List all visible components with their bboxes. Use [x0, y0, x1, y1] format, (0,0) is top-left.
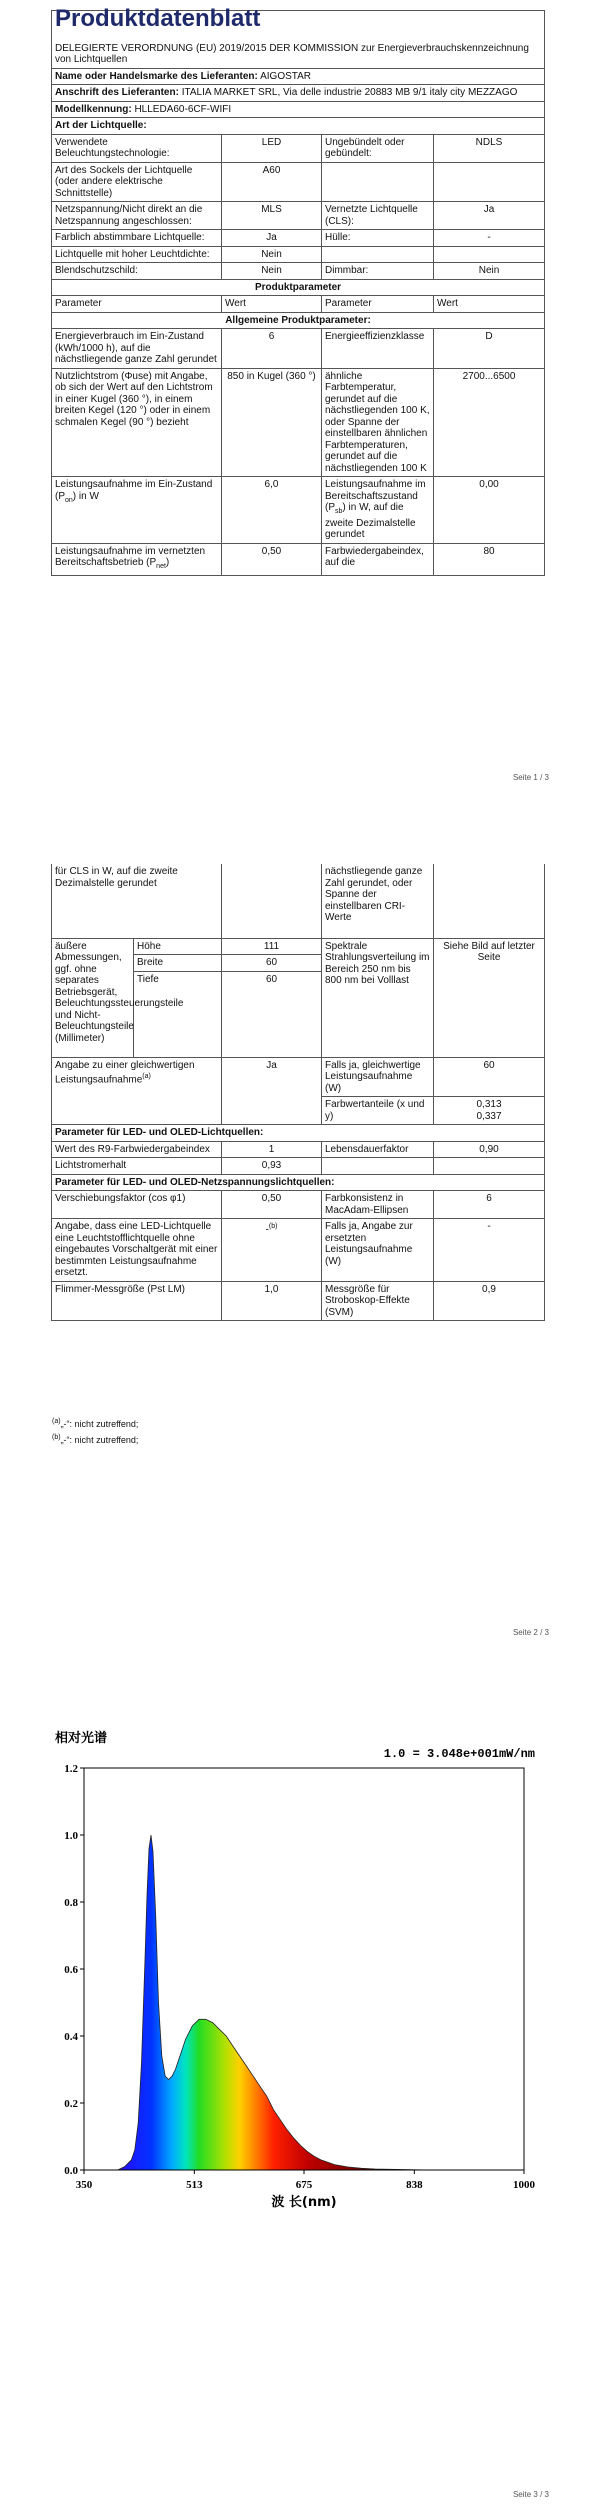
cell-label: Leistungsaufnahme im Ein-Zustand $(P_{on})$ in W: [52, 477, 222, 544]
cell-value: 1,0: [222, 1281, 322, 1321]
cell-value: LED: [222, 134, 322, 162]
supplier-address-value: ITALIA MARKET SRL, Via delle industrie 20883 MB 9/1 italy city MEZZAGO: [181, 87, 518, 98]
dim-name: Breite: [134, 955, 222, 972]
page-2: [0, 860, 591, 1670]
chroma-value: 0,313 0,337: [434, 1097, 545, 1125]
cell-label: Hülle:: [322, 230, 434, 247]
page2-table: [51, 864, 545, 1321]
column-header-row: [52, 296, 545, 313]
cell-label: Farbwiedergabeindex, auf die: [322, 543, 434, 575]
cell-label: Leistungsaufnahme im Bereitschaftszustand $(P_{sb})$ in W, auf die zweite Dezimalstelle gerundet: [322, 477, 434, 544]
table-row: [52, 263, 545, 280]
spectral-value: Siehe Bild auf letzter Seite: [434, 938, 545, 1057]
equiv-value: Ja: [222, 1057, 322, 1125]
y-tick-label: 1.0: [64, 1830, 78, 1842]
cell-value: Ja: [434, 202, 545, 230]
table-row: [52, 246, 545, 263]
cell-value: -$^{(b)}$: [222, 1219, 322, 1282]
cell-value: NDLS: [434, 134, 545, 162]
cell-label: Messgröße für Stroboskop-Effekte (SVM): [322, 1281, 434, 1321]
cell-label: Farblich abstimmbare Lichtquelle:: [52, 230, 222, 247]
spectral-label: Spektrale Strahlungsverteilung im Bereich 250 nm bis 800 nm bei Volllast: [322, 938, 434, 1057]
cell-value: 850 in Kugel (360 °): [222, 368, 322, 477]
cell-label: [322, 246, 434, 263]
x-tick-label: 513: [186, 2179, 203, 2191]
y-tick-label: 1.2: [64, 1763, 78, 1775]
cell-label: Flimmer-Messgröße (Pst LM): [52, 1281, 222, 1321]
cell-value: 1: [222, 1141, 322, 1158]
cell-value: -: [434, 230, 545, 247]
cell-label: Energieverbrauch im Ein-Zustand (kWh/1000 h), auf die nächstliegende ganze Zahl gerundet: [52, 329, 222, 369]
table-row: [52, 368, 545, 477]
supplier-address-label: Anschrift des Lieferanten:: [55, 87, 179, 98]
cell-label: Vernetzte Lichtquelle (CLS):: [322, 202, 434, 230]
x-tick-label: 675: [295, 2179, 313, 2191]
spectrum-chart-svg: [51, 1727, 541, 2218]
page-number: Seite 2 / 3: [512, 1628, 549, 1637]
chart-annotation: 1.0 = 3.048e+001mW/nm: [383, 1747, 535, 1761]
y-tick-label: 0.2: [64, 2098, 78, 2110]
supplier-name-row: [52, 68, 545, 85]
supplier-name-label: Name oder Handelsmarke des Lieferanten:: [55, 70, 258, 82]
y-tick-label: 0.0: [64, 2165, 78, 2177]
x-tick-label: 350: [75, 2179, 93, 2191]
cell-label: Dimmbar:: [322, 263, 434, 280]
cell-label: Ungebündelt oder gebündelt:: [322, 134, 434, 162]
cell-value: Nein: [222, 263, 322, 280]
col-header-value: Wert: [434, 296, 545, 313]
cell-label: Leistungsaufnahme im vernetzten Bereitschaftsbetrieb $(P_{net})$: [52, 543, 222, 575]
dims-label: äußere Abmessungen, ggf. ohne separates Betriebsgerät, Beleuchtungssteuerungsteile und Nicht-Beleuchtungsteile (Millimeter): [52, 938, 134, 1057]
table-row: [52, 477, 545, 544]
cell-label: nächstliegende ganze Zahl gerundet, oder Spanne der einstellbaren CRI-Werte: [322, 864, 434, 938]
cell-label: Falls ja, Angabe zur ersetzten Leistungsaufnahme (W): [322, 1219, 434, 1282]
page-number: Seite 3 / 3: [512, 2490, 549, 2499]
page-1: [0, 0, 591, 800]
cell-value: 6: [222, 329, 322, 369]
cell-value: [434, 1158, 545, 1175]
page1-table: [51, 5, 545, 576]
y-tick-label: 0.6: [64, 1964, 78, 1976]
dim-value: 111: [222, 938, 322, 955]
cell-label: Wert des R9-Farbwiedergabeindex: [52, 1141, 222, 1158]
cell-label: Lichtquelle mit hoher Leuchtdichte:: [52, 246, 222, 263]
cell-value: 0,00: [434, 477, 545, 544]
table-row: [52, 543, 545, 575]
model-value: HLLEDA60-6CF-WIFI: [134, 103, 232, 115]
cell-value: 0,9: [434, 1281, 545, 1321]
x-tick-label: 838: [406, 2179, 423, 2191]
general-params-heading: Allgemeine Produktparameter:: [52, 312, 545, 329]
x-tick-label: 1000: [513, 2179, 535, 2191]
cell-label: Angabe, dass eine LED-Lichtquelle eine Leuchtstofflichtquelle ohne eingebautes Vorschaltgerät mit einer bestimmten Leistungsaufnahme ersetzt.: [52, 1219, 222, 1282]
table-row: [52, 1219, 545, 1282]
spectrum-area: [104, 1835, 524, 2170]
dim-name: Höhe: [134, 938, 222, 955]
page-number: Seite 1 / 3: [512, 773, 549, 782]
cell-label: Farbkonsistenz in MacAdam-Ellipsen: [322, 1191, 434, 1219]
footnote-a: $^{(a)}$„-“: nicht zutreffend;: [52, 1418, 139, 1429]
model-row: [52, 101, 545, 118]
col-header-value: Wert: [222, 296, 322, 313]
spectrum-chart: [51, 1727, 541, 2218]
table-row: [52, 230, 545, 247]
cell-label: [322, 1158, 434, 1175]
col-header-param: Parameter: [52, 296, 222, 313]
table-row: [52, 162, 545, 202]
cell-value: 0,93: [222, 1158, 322, 1175]
table-row: [52, 1141, 545, 1158]
cell-label: Nutzlichtstrom (Φuse) mit Angabe, ob sich der Wert auf den Lichtstrom in einer Kugel (360 °), in einem breiten Kegel (120 °) oder in einem schmalen Kegel (90 °) bezieht: [52, 368, 222, 477]
supplier-address-row: [52, 85, 545, 102]
dim-value: 60: [222, 955, 322, 972]
table-row: [52, 938, 545, 955]
cell-label: ähnliche Farbtemperatur, gerundet auf die nächstliegenden 100 K, oder Spanne der einstellbaren ähnlichen Farbtemperaturen, gerundet auf die nächstliegenden 100 K: [322, 368, 434, 477]
table-row: [52, 1191, 545, 1219]
cell-value: [434, 246, 545, 263]
x-axis-label: 波 长(nm): [271, 2195, 337, 2210]
cell-value: Nein: [222, 246, 322, 263]
cell-value: Ja: [222, 230, 322, 247]
cell-value: 6,0: [222, 477, 322, 544]
dim-value: 60: [222, 971, 322, 1057]
cell-value: A60: [222, 162, 322, 202]
cell-label: Blendschutzschild:: [52, 263, 222, 280]
table-row: [52, 864, 545, 938]
led-params-heading: Parameter für LED- und OLED-Lichtquellen:: [52, 1125, 545, 1142]
cell-value: 6: [434, 1191, 545, 1219]
cell-label: für CLS in W, auf die zweite Dezimalstelle gerundet: [52, 864, 222, 938]
cell-value: -: [434, 1219, 545, 1282]
cell-label: Energieeffizienzklasse: [322, 329, 434, 369]
supplier-name-value: AIGOSTAR: [260, 70, 312, 82]
cell-value: Nein: [434, 263, 545, 280]
cell-label: Lebensdauerfaktor: [322, 1141, 434, 1158]
equiv-power-label: Falls ja, gleichwertige Leistungsaufnahme (W): [322, 1057, 434, 1097]
equiv-power-value: 60: [434, 1057, 545, 1097]
cell-value: 0,50: [222, 1191, 322, 1219]
cell-label: Verschiebungsfaktor (cos φ1): [52, 1191, 222, 1219]
cell-label: [322, 162, 434, 202]
cell-value: 2700...6500: [434, 368, 545, 477]
cell-value: MLS: [222, 202, 322, 230]
cell-value: D: [434, 329, 545, 369]
mains-params-heading: Parameter für LED- und OLED-Netzspannungslichtquellen:: [52, 1174, 545, 1191]
cell-value: 80: [434, 543, 545, 575]
equiv-label: Angabe zu einer gleichwertigen Leistungsaufnahme$^{(a)}$: [52, 1057, 222, 1125]
product-params-heading: Produktparameter: [52, 279, 545, 296]
cell-label: Lichtstromerhalt: [52, 1158, 222, 1175]
cell-label: Art des Sockels der Lichtquelle (oder andere elektrische Schnittstelle): [52, 162, 222, 202]
col-header-param: Parameter: [322, 296, 434, 313]
table-row: [52, 202, 545, 230]
regulation-subtitle: DELEGIERTE VERORDNUNG (EU) 2019/2015 DER KOMMISSION zur Energieverbrauchskennzeichnung von Lichtquellen: [52, 41, 545, 69]
y-tick-label: 0.8: [64, 1897, 78, 1909]
cell-value: [434, 864, 545, 938]
cell-value: 0,50: [222, 543, 322, 575]
table-row: [52, 1158, 545, 1175]
cell-value: [222, 864, 322, 938]
cell-value: [434, 162, 545, 202]
chart-title: 相对光谱: [55, 1731, 108, 1746]
dim-name: Tiefe: [134, 971, 222, 1057]
cell-label: Verwendete Beleuchtungstechnologie:: [52, 134, 222, 162]
table-row: [52, 1057, 545, 1097]
light-source-type-heading: Art der Lichtquelle:: [52, 118, 545, 135]
table-row: [52, 1281, 545, 1321]
footnote-b: $^{(b)}$„-“: nicht zutreffend;: [52, 1434, 139, 1445]
cell-label: Netzspannung/Nicht direkt an die Netzspannung angeschlossen:: [52, 202, 222, 230]
table-row: [52, 134, 545, 162]
table-row: [52, 329, 545, 369]
document-title: Produktdatenblatt: [55, 5, 261, 32]
chroma-label: Farbwertanteile (x und y): [322, 1097, 434, 1125]
cell-value: 0,90: [434, 1141, 545, 1158]
y-tick-label: 0.4: [64, 2031, 78, 2043]
model-label: Modellkennung:: [55, 103, 132, 115]
